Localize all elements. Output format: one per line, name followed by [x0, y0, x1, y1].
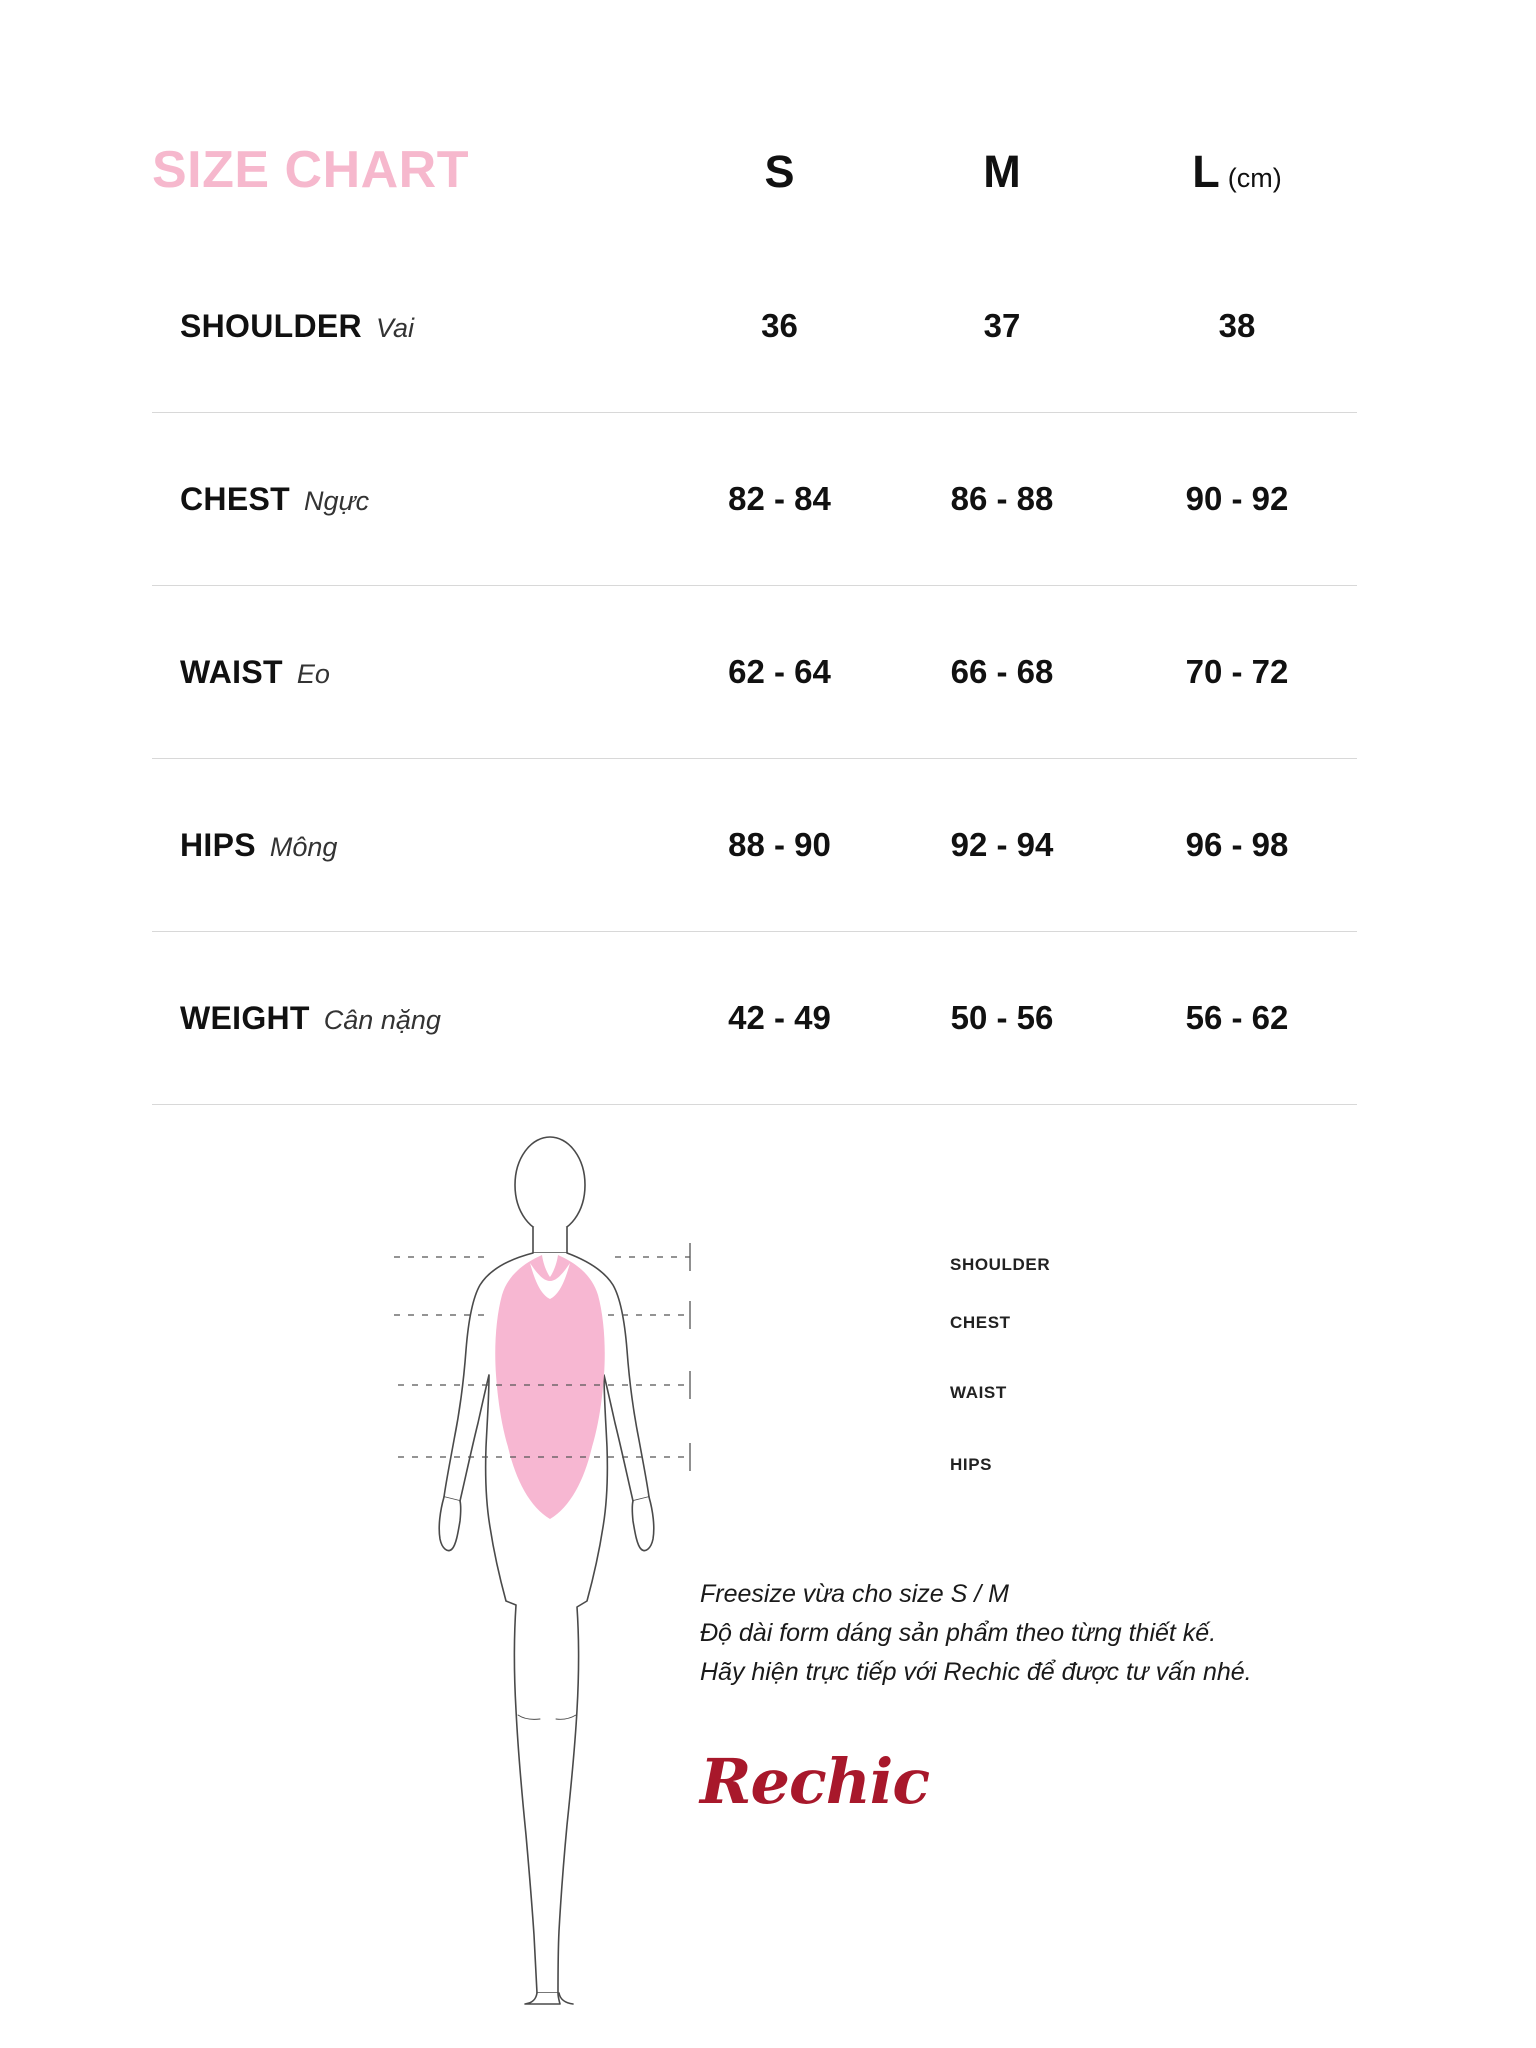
figure-area	[0, 1115, 1536, 2048]
row-label-shoulder	[152, 308, 672, 345]
row-label-vi: Ngực	[303, 485, 370, 516]
cell-waist-s: 62 - 64	[728, 653, 831, 690]
row-label-vi: Cân nặng	[323, 1004, 441, 1035]
cell-shoulder-l: 38	[1218, 307, 1256, 344]
cell-waist-l: 70 - 72	[1185, 653, 1289, 690]
cell-chest-s: 82 - 84	[728, 480, 831, 517]
size-chart-table	[152, 140, 1357, 1105]
row-label-waist	[152, 654, 672, 691]
table-row	[152, 586, 1357, 759]
row-label-en: WAIST	[180, 653, 283, 690]
cell-chest-l: 90 - 92	[1185, 480, 1289, 517]
column-header-s: S	[764, 146, 795, 197]
column-header-l-label: L	[1192, 146, 1220, 197]
row-label-en: SHOULDER	[180, 307, 362, 344]
note-line-1: Freesize vừa cho size S / M	[700, 1580, 1009, 1608]
row-label-chest	[152, 481, 672, 518]
row-label-weight	[152, 1000, 672, 1037]
cell-hips-s: 88 - 90	[728, 826, 831, 863]
cell-weight-s: 42 - 49	[728, 999, 831, 1036]
guide-label-chest: CHEST	[950, 1313, 1011, 1332]
cell-waist-m: 66 - 68	[950, 653, 1054, 690]
row-label-en: HIPS	[180, 826, 256, 863]
guide-label-hips: HIPS	[950, 1455, 993, 1474]
cell-hips-m: 92 - 94	[950, 826, 1054, 863]
column-header-m: M	[983, 146, 1021, 197]
note-line-3: Hãy hiện trực tiếp với Rechic để được tư vấn nhé.	[700, 1657, 1252, 1686]
table-row	[152, 932, 1357, 1105]
cell-weight-m: 50 - 56	[950, 999, 1054, 1036]
brand-logo: Rechic	[700, 1745, 930, 1818]
table-header-row	[152, 140, 1357, 240]
row-label-vi: Eo	[296, 658, 330, 689]
table-row	[152, 240, 1357, 413]
column-header-l	[1117, 146, 1357, 198]
guide-label-waist: WAIST	[950, 1383, 1007, 1402]
unit-label: (cm)	[1227, 163, 1282, 193]
cell-weight-l: 56 - 62	[1185, 999, 1289, 1036]
table-row	[152, 759, 1357, 932]
notes-block	[700, 1575, 1252, 1691]
row-label-en: CHEST	[180, 480, 290, 517]
cell-chest-m: 86 - 88	[950, 480, 1054, 517]
note-line-2: Độ dài form dáng sản phẩm theo từng thiết kế.	[700, 1618, 1217, 1647]
cell-shoulder-s: 36	[761, 307, 798, 344]
guide-label-shoulder: SHOULDER	[950, 1255, 1051, 1274]
table-row	[152, 413, 1357, 586]
row-label-en: WEIGHT	[180, 999, 310, 1036]
page-title: SIZE CHART	[152, 141, 469, 199]
row-label-hips	[152, 827, 672, 864]
cell-hips-l: 96 - 98	[1185, 826, 1289, 863]
row-label-vi: Mông	[269, 831, 338, 862]
cell-shoulder-m: 37	[983, 307, 1021, 344]
row-label-vi: Vai	[375, 312, 414, 343]
